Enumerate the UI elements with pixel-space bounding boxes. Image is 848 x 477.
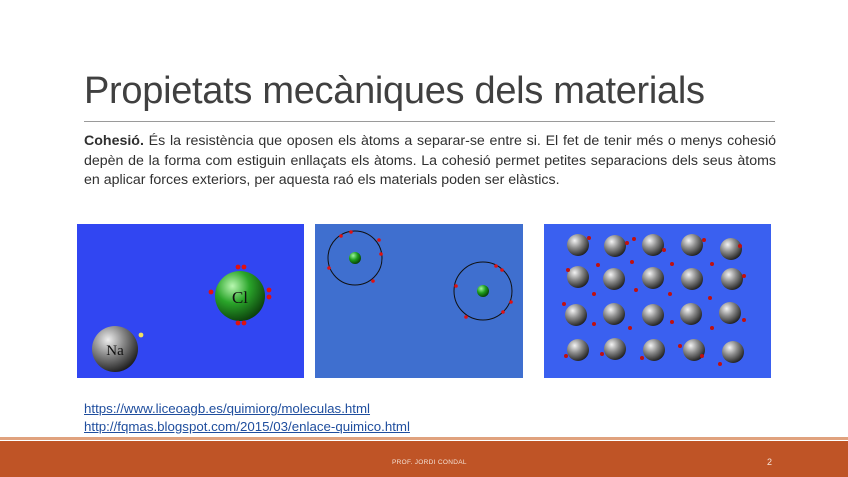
electron-icon: [139, 333, 144, 338]
body-paragraph: [84, 132, 776, 191]
cl-label: Cl: [231, 288, 249, 307]
term-cohesio: Cohesió.: [84, 133, 144, 149]
covalent-bond-image: [315, 224, 523, 378]
title-divider: [84, 121, 775, 122]
link-liceoagb[interactable]: https://www.liceoagb.es/quimiorg/moleculas.html: [84, 401, 371, 416]
link-fqmas[interactable]: http://fqmas.blogspot.com/2015/03/enlace-quimico.html: [84, 419, 410, 434]
paragraph-text: És la resistència que oposen els àtoms a separar-se entre si. El fet de tenir més o menys cohesió depèn de la forma com estiguin enllaçats els àtoms. La cohesió permet petites separacions dels seus àtoms en aplicar forces exteriors, per aquesta raó els materials poden ser elàstics.: [84, 133, 776, 188]
source-links: [84, 400, 410, 436]
na-label: Na: [106, 343, 124, 359]
page-number: 2: [767, 457, 773, 467]
metallic-lattice-image: [544, 224, 771, 378]
footer-divider: [0, 437, 848, 440]
footer-author: PROF. JORDI CONDAL: [392, 459, 467, 466]
ionic-bond-image: [77, 224, 304, 378]
slide-title: Propietats mecàniques dels materials: [84, 70, 705, 112]
